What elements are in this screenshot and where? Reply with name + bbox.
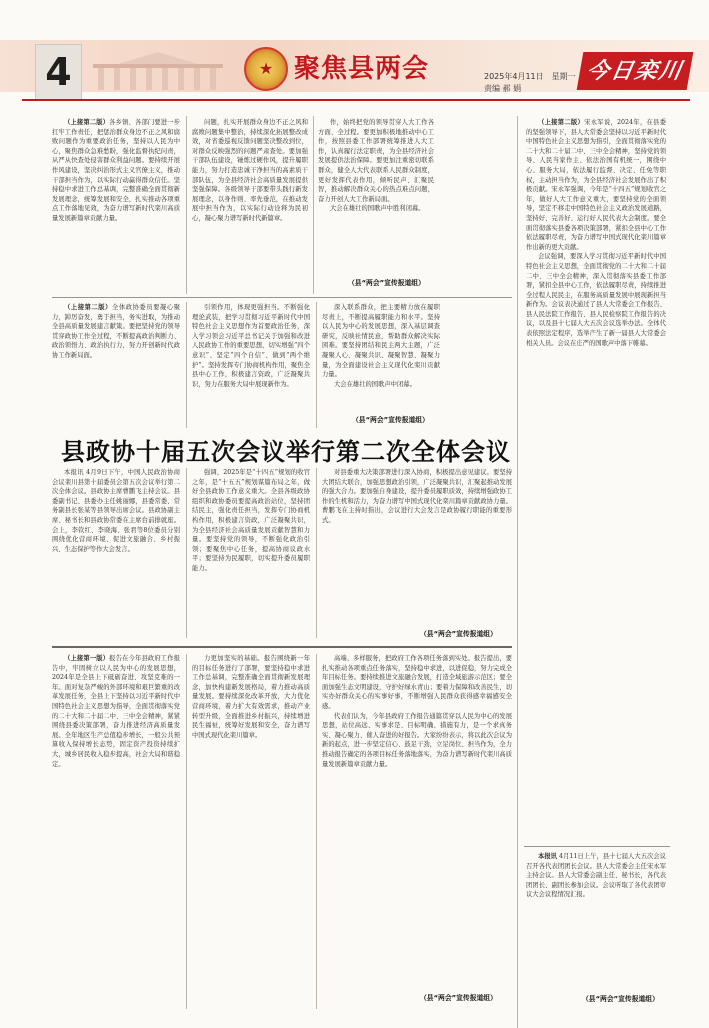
right-news-rule — [524, 846, 670, 847]
lower-section-rule — [52, 646, 512, 648]
newspaper-masthead: 今日栾川 — [577, 52, 694, 90]
section-rule — [52, 297, 512, 298]
right-column-divider — [517, 116, 518, 1028]
main-column-3-text: 对县委重大决策部署进行深入协商，积极提出意见建议。要坚持大团结大联合，加强思想政治引领，广泛凝聚共识，汇聚起推动发展的强大合力。要加强自身建设，提升委员履职质效，持续增强政协工作的生机和活力，为奋力谱写中国式现代化栾川篇章贡献政协力量。曹鹏飞在主持时指出，会议进行大会发言是政协履行职能的重要形式。 — [322, 469, 512, 524]
lower-column-3 — [322, 654, 512, 984]
lower-column-4-text: 代表们认为，今年县政府工作报告通篇贯穿以人民为中心的发展思想，站位高远、实事求是、目标明确、措施有力，是一个求真务实、凝心聚力、催人奋进的好报告。大家纷纷表示，将以此次会议为新的起点，进一步坚定信心、鼓足干劲，立足岗位、担当作为，全力推动报告确定的各项目标任务落地落实，为奋力谱写新时代栾川高质量发展新篇章贡献力量。 — [322, 712, 512, 768]
column-divider — [186, 116, 187, 294]
lower-column-1 — [52, 654, 180, 1004]
main-column-1-text: 本报讯 4月9日下午，中国人民政治协商会议栾川县第十届委员会第五次会议举行第二次全体会议。县政协主席曹鹏飞主持会议。县委副书记、县委办主任姚丽娜，县委常委、常务副县长张某等县领导出席会议。县政协副主席、秘书长和县政协常委在主席台前排就座。会上，李钦红、李晓海、张君等8位委员分别围绕优化营商环境、促进文旅融合、乡村振兴、生态保护等作大会发言。 — [52, 469, 180, 553]
column-divider — [186, 654, 187, 1009]
lower-lead: （上接第一版） — [64, 655, 110, 662]
column-divider — [186, 302, 187, 428]
main-column-2-text: 强调，2025年是“十四五”规划的收官之年，是“十五五”规划谋篇布局之年，做好全县政协工作意义重大。全县各级政协组织和政协委员要提高政治站位，坚持团结民主，强化责任担当，发挥专门协商机构作用，积极建言资政，广泛凝聚共识，为全县经济社会高质量发展贡献智慧和力量。要坚持党的领导，不断强化政治引领；要聚焦中心任务，提高协商议政水平；要坚持为民履职，切实提升委员履职能力。 — [192, 469, 310, 572]
column-divider — [186, 468, 187, 638]
article-5-column — [52, 303, 180, 453]
issue-date: 2025年4月11日 星期一 — [484, 72, 576, 81]
right-column-text: 会议强调，要深入学习贯彻习近平新时代中国特色社会主义思想，全面贯彻党的二十大和二十届二中、三中全会精神，深入贯彻落实县委工作部署，紧扣全县中心工作，依法履职尽责，持续推进全过程人民民主，在服务高质量发展中展现新担当新作为。会议表决通过了县人大常委会工作报告、县人民法院工作报告、县人民检察院工作报告的决议，以及县十七届人大五次会议选举办法。全体代表依照法定程序，选举产生了新一届县人大常委会相关人员。会议在庄严的国歌声中落下帷幕。 — [526, 253, 666, 347]
main-column-3 — [322, 468, 512, 610]
article-3-closing: 大会在雄壮的国歌声中胜利闭幕。 — [330, 205, 425, 213]
article-3-text: 作，始终把党的领导贯穿人大工作各方面、全过程。要更加积极地推动中心工作，按照县委工作部署统筹推进人大工作，认真履行法定职责，为全县经济社会发展提供法治保障。要更加注重密切联系群众，健全人大代表联系人民群众制度，更好发挥代表作用，倾听民声、汇聚民智，推动解决群众关心的热点难点问题，奋力开创人大工作新局面。 — [318, 119, 434, 203]
article-3-credit: （县“两会”宣传报道组） — [348, 279, 425, 287]
page-number: 4 — [35, 44, 82, 100]
right-news-credit: （县“两会”宣传报道组） — [582, 995, 659, 1003]
article-1-text: 各乡镇、各部门要进一步扛牢工作责任，把惩治群众身边不正之风和腐败问题作为重要政治任务，坚持以人民为中心，聚焦群众急难愁盼，强化监督执纪问责，从严从快查处侵害群众利益问题。要持续开展作风建设，坚决纠治形式主义官僚主义，推动干部担当作为，以实际行动赢得群众信任。坚持稳中求进工作总基调，完整准确全面贯彻新发展理念，统筹发展和安全，扎实推动各项重点工作落地见效，为奋力谱写新时代栾川高质量发展新篇章贡献力量。 — [52, 119, 180, 222]
lower-credit: （县“两会”宣传报道组） — [420, 994, 497, 1002]
article-7-closing: 大会在雄壮的国歌声中闭幕。 — [334, 380, 416, 388]
article-7-column — [322, 303, 440, 411]
main-headline: 县政协十届五次会议举行第二次全体会议 — [61, 437, 511, 466]
section-title: 聚焦县两会 — [294, 54, 430, 84]
article-6-text: 引领作用，体现更强担当。不断强化理论武装，把学习贯彻习近平新时代中国特色社会主义思想作为首要政治任务，深入学习领会习近平总书记关于加强和改进人民政协工作的重要思想，切实增强“四个意识”、坚定“四个自信”、做到“两个维护”。坚持发挥专门协商机构作用，聚焦全县中心工作，积极建言资政，广泛凝聚共识，努力在服务大局中展现新作为。 — [192, 304, 310, 388]
article-1-column — [52, 118, 180, 288]
article-5-lead: （上接第二版） — [64, 304, 112, 311]
emblem-star: ★ — [258, 59, 274, 78]
article-7-text: 深入联系群众，把主要精力放在履职尽责上，不断提高履职能力和水平。坚持以人民为中心的发展思想，深入基层调查研究，反映社情民意，帮助群众解决实际困难。要坚持团结和民主两大主题，广泛凝聚人心、凝聚共识、凝聚智慧、凝聚力量，为全面建设社会主义现代化栾川贡献力量。 — [322, 304, 440, 379]
page-header — [0, 0, 709, 100]
issue-editor: 责编 郝 娟 — [484, 84, 522, 93]
article-1-lead: （上接第二版） — [64, 119, 110, 126]
article-3-column — [318, 118, 434, 270]
lower-column-1-text: 报告在今年县政府工作报告中，牢固树立以人民为中心的发展思想，2024年是全县上下砥砺奋进、攻坚克难的一年。面对复杂严峻的外部环境和艰巨繁重的改革发展任务，全县上下坚持以习近平新时代中国特色社会主义思想为指导，全面贯彻落实党的二十大和二十届二中、三中全会精神，紧紧围绕县委决策部署，奋力推进经济高质量发展。全年地区生产总值稳步增长，一般公共预算收入保持增长态势，固定资产投资持续扩大，城乡居民收入稳步提高，社会大局和谐稳定。 — [52, 655, 180, 768]
column-divider — [316, 468, 317, 638]
lower-column-2-text: 力更加坚实的基础。报告围绕新一年的目标任务进行了部署，要坚持稳中求进工作总基调，完整准确全面贯彻新发展理念，加快构建新发展格局，着力推动高质量发展。要持续深化改革开放，大力优化营商环境，着力扩大有效需求，推动产业转型升级，全面推进乡村振兴，持续增进民生福祉，统筹好发展和安全，奋力谱写中国式现代化栾川篇章。 — [192, 655, 310, 739]
great-hall-icon — [88, 50, 228, 92]
header-rule — [22, 99, 690, 101]
emblem-icon — [244, 47, 288, 91]
column-divider — [313, 116, 314, 294]
article-4-lead: （上接第二版） — [538, 119, 585, 126]
main-column-1 — [52, 468, 180, 638]
lower-column-2 — [192, 654, 310, 1004]
article-7-credit: （县“两会”宣传报道组） — [352, 416, 429, 424]
right-news-2-text: 4月11日上午，县十七届人大五次会议召开各代表团团长会议。县人大常委会主任宋永军主持会议。县人大常委会副主任、秘书长，各代表团团长、副团长参加会议。会议听取了各代表团审议大会议程情况汇报。 — [526, 853, 666, 899]
column-divider — [316, 654, 317, 1009]
right-news-2-column — [526, 852, 666, 987]
column-divider — [316, 302, 317, 428]
article-4-text: 宋永军说，2024年，在县委的坚强领导下，县人大常委会坚持以习近平新时代中国特色社会主义思想为指引，全面贯彻落实党的二十大和二十届二中、三中全会精神，坚持党的领导、人民当家作主、依法治国有机统一，围绕中心、服务大局，依法履行监督、决定、任免等职权，主动担当作为，为全县经济社会发展作出了积极贡献。宋永军强调，今年是“十四五”规划收官之年，做好人大工作意义重大，要坚持党的全面领导，坚定不移走中国特色社会主义政治发展道路，坚持好、完善好、运行好人民代表大会制度。要全面贯彻落实县委各项决策部署，紧扣全县中心工作依法履职尽责，为奋力谱写中国式现代化栾川篇章作出新的更大贡献。 — [526, 119, 666, 251]
main-column-2 — [192, 468, 310, 638]
lower-column-3-text: 高端、多样服务，把政府工作各项任务落到实处。报告提出，要扎实推动各项重点任务落实，坚持稳中求进，以进促稳，努力完成全年目标任务。要持续推进文旅融合发展，打造全域旅游示范区；要全面加强生态文明建设，守护好绿水青山；要着力保障和改善民生，切实办好群众关心的实事好事，不断增强人民群众获得感幸福感安全感。 — [322, 655, 512, 710]
article-5-text: 全体政协委员要凝心聚力，踔厉奋发，勇于担当，务实进取，为推动全县高质量发展建言献策。要把坚持党的领导贯穿政协工作全过程，不断提高政治判断力、政治领悟力、政治执行力，努力开创新时代政协工作新局面。 — [52, 304, 180, 359]
main-credit: （县“两会”宣传报道组） — [420, 630, 497, 638]
article-2-text: 问题，扎实开展群众身边不正之风和腐败问题集中整治，持续深化拓展整改成效，对省委巡视反馈问题坚决整改到位，对群众反映强烈的问题严肃查处。要加强干部队伍建设，锤炼过硬作风，提升履职能力，努力打造忠诚干净担当的高素质干部队伍，为全县经济社会高质量发展提供坚强保障。各级领导干部要带头践行新发展理念，以身作则、率先垂范，在推动发展中担当作为，以实际行动诠释为民初心，凝心聚力谱写新时代新篇章。 — [192, 119, 308, 222]
right-news-2-lead: 本报讯 — [538, 853, 557, 860]
article-2-column — [192, 118, 308, 288]
article-4-column — [526, 118, 666, 638]
article-6-column — [192, 303, 310, 428]
